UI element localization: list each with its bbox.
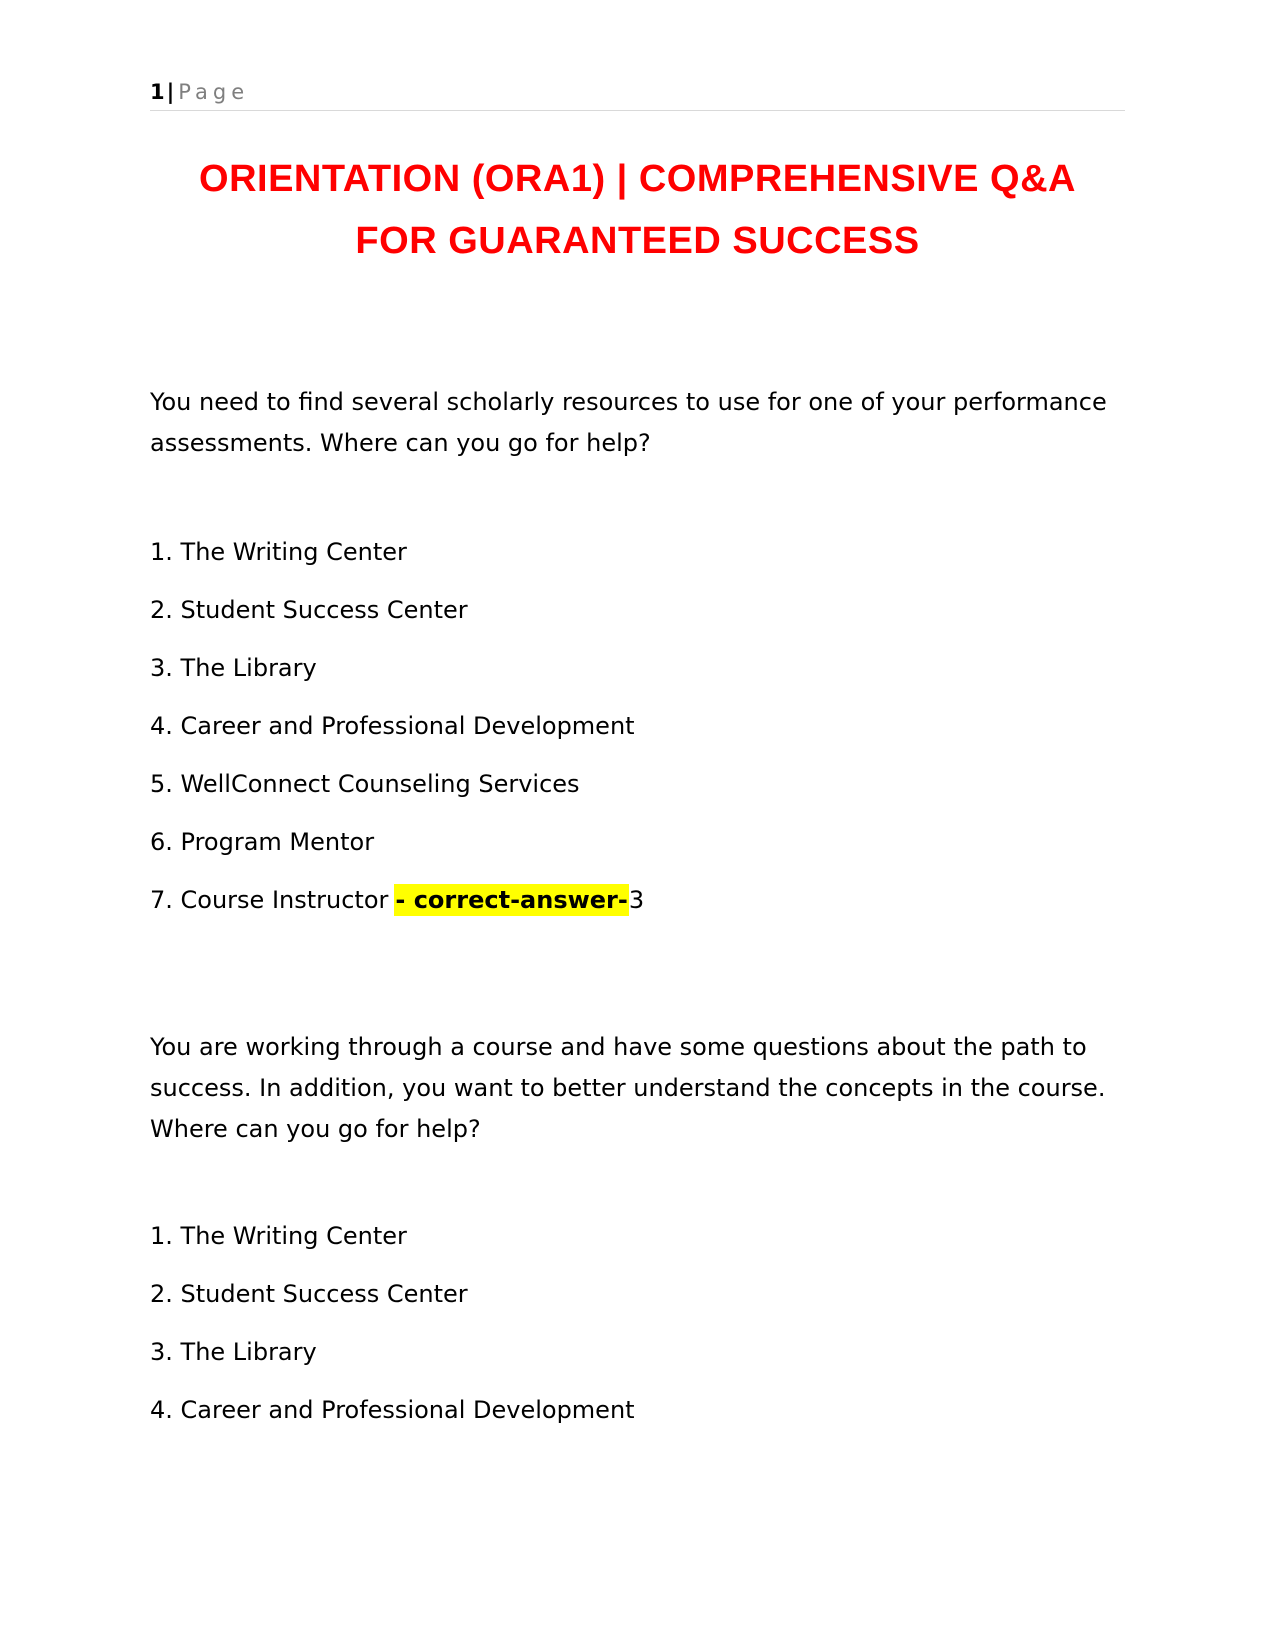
option-item: 3. The Library [150, 1338, 317, 1366]
page-number: 1 [150, 80, 165, 104]
page-header [150, 78, 1125, 111]
title-line-2: FOR GUARANTEED SUCCESS [355, 220, 920, 262]
option-item: 1. The Writing Center [150, 538, 407, 566]
option-item: 2. Student Success Center [150, 1280, 468, 1308]
title-line-1: ORIENTATION (ORA1) | COMPREHENSIVE Q&A [199, 158, 1076, 200]
option-text: 7. Course Instructor [150, 886, 389, 914]
document-title [150, 148, 1125, 272]
question-1-options [150, 523, 1110, 929]
option-item: 1. The Writing Center [150, 1222, 407, 1250]
page-separator: | [166, 80, 175, 104]
option-item: 6. Program Mentor [150, 828, 375, 856]
option-item: 3. The Library [150, 654, 317, 682]
page-label: Page [178, 80, 250, 104]
option-item: 2. Student Success Center [150, 596, 468, 624]
question-2: You are working through a course and have some questions about the path to success. In addition, you want to better understand the concepts in the course. Where can you go for help? [150, 1033, 1106, 1143]
option-item: 4. Career and Professional Development [150, 1396, 635, 1424]
option-item: 4. Career and Professional Development [150, 712, 635, 740]
correct-answer-value: 3 [628, 886, 645, 914]
correct-answer-label: - correct-answer- [395, 886, 628, 914]
option-item-with-answer [150, 871, 1110, 929]
option-item: 5. WellConnect Counseling Services [150, 770, 580, 798]
question-2-options [150, 1207, 1110, 1439]
question-1: You need to find several scholarly resources to use for one of your performance assessments. Where can you go for help? [150, 388, 1107, 457]
